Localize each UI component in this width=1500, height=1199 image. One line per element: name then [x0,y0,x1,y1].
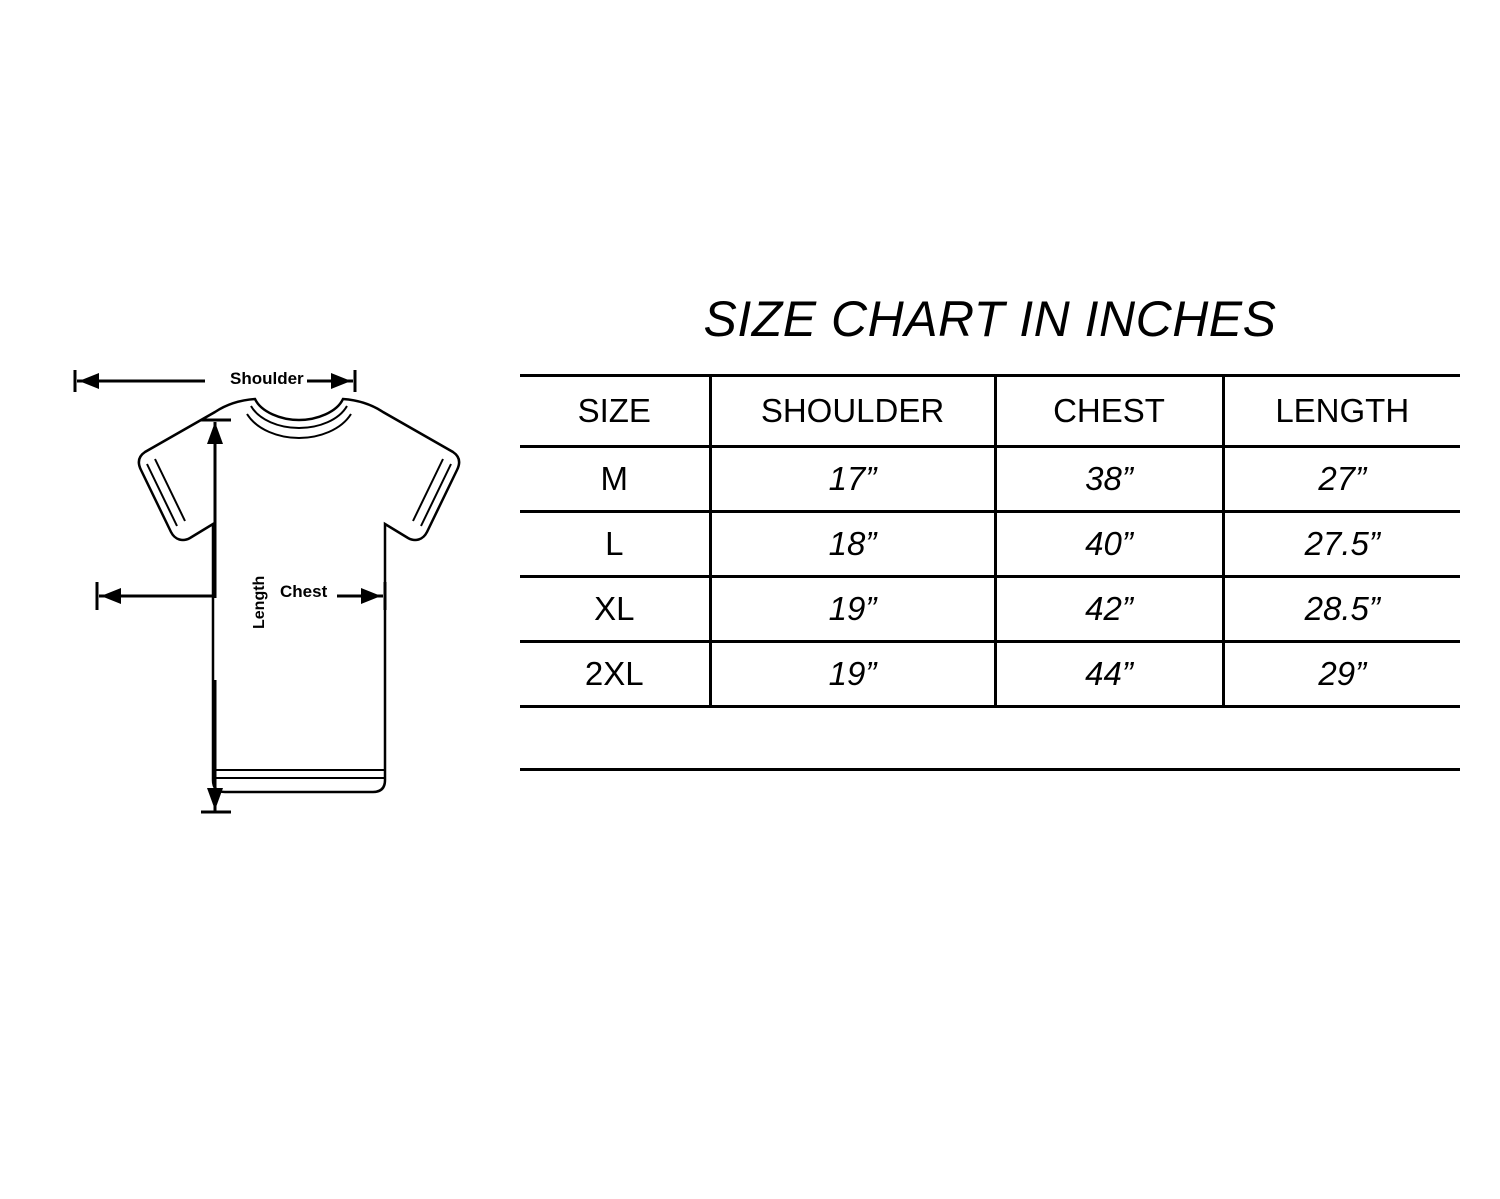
cell-chest: 42” [995,577,1223,642]
shoulder-arrow-right [331,373,351,389]
cell-shoulder: 19” [710,642,995,707]
cell-length: 27.5” [1223,512,1460,577]
cell-length: 29” [1223,642,1460,707]
table-row [520,642,1460,707]
cell-size: L [520,512,710,577]
table-row [520,577,1460,642]
cell-size: M [520,447,710,512]
length-label: Length [251,573,269,632]
shoulder-label: Shoulder [227,369,307,389]
table-header-row [520,376,1460,447]
chart-title: SIZE CHART IN INCHES [703,291,1277,347]
cell-chest: 38” [995,447,1223,512]
length-arrow-bottom [207,788,223,810]
shoulder-arrow-left [79,373,99,389]
cell-chest: 44” [995,642,1223,707]
chest-label: Chest [277,582,330,602]
shoulder-dimension-line [75,370,355,392]
tshirt-measurement-diagram [55,360,495,840]
table-row [520,512,1460,577]
table-footer-rule [520,768,1460,771]
column-header-size: SIZE [520,376,710,447]
table-row [520,447,1460,512]
cell-size: XL [520,577,710,642]
cell-length: 28.5” [1223,577,1460,642]
cell-shoulder: 18” [710,512,995,577]
column-header-shoulder: SHOULDER [710,376,995,447]
cell-shoulder: 17” [710,447,995,512]
cell-size: 2XL [520,642,710,707]
cell-shoulder: 19” [710,577,995,642]
tshirt-outline-svg [55,360,495,840]
chest-arrow-left [101,588,121,604]
size-chart-panel [520,290,1460,771]
size-chart-table [520,374,1460,708]
cell-length: 27” [1223,447,1460,512]
column-header-chest: CHEST [995,376,1223,447]
column-header-length: LENGTH [1223,376,1460,447]
cell-chest: 40” [995,512,1223,577]
